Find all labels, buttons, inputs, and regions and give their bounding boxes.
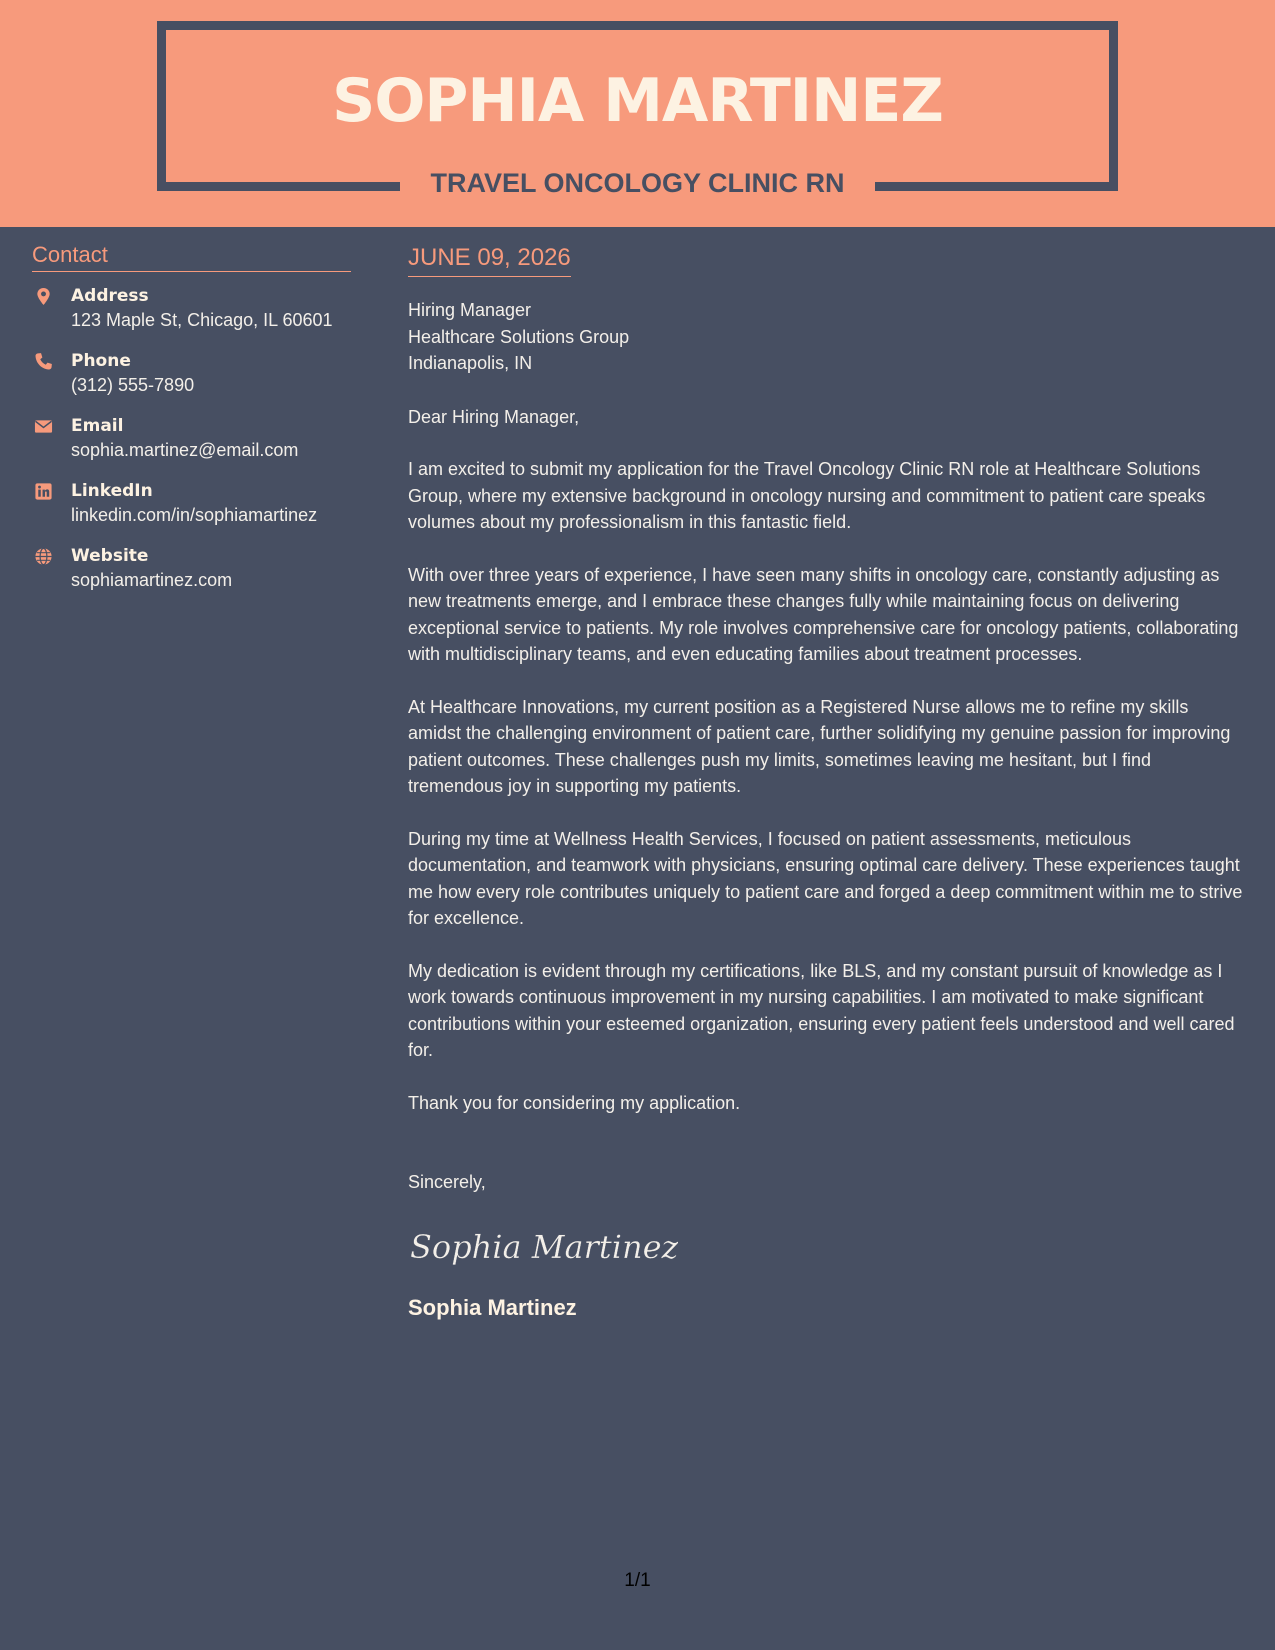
contact-label: Email: [71, 416, 124, 436]
phone-value: (312) 555-7890: [71, 375, 195, 395]
body-paragraph: Thank you for considering my application.: [408, 1092, 741, 1113]
body-paragraph: During my time at Wellness Health Services, I focused on patient assessments, meticulous documentation, and teamwork with physicians, ensuring optimal care delivery. These experiences taught me how every role contributes uniquely to patient care and forged a deep commitment within me to strive for excellence.: [408, 828, 1243, 928]
header-banner: [0, 0, 1275, 227]
applicant-name: SOPHIA MARTINEZ: [332, 66, 943, 136]
salutation: Dear Hiring Manager,: [408, 406, 580, 427]
signature-text: Sophia Martinez: [410, 1227, 678, 1266]
globe-icon: [34, 547, 53, 566]
contact-label: LinkedIn: [71, 481, 153, 501]
email-value: sophia.martinez@email.com: [71, 440, 299, 460]
phone-icon: [34, 352, 53, 371]
recipient-line: Indianapolis, IN: [408, 353, 533, 373]
body-paragraph: My dedication is evident through my certifications, like BLS, and my constant pursuit of knowledge as I work towards continuous improvement in my nursing capabilities. I am motivated to make significant contributions within your esteemed organization, ensuring every patient feels understood and well cared for.: [408, 960, 1235, 1060]
signed-name: Sophia Martinez: [408, 1294, 577, 1320]
contact-label: Address: [71, 286, 149, 306]
contact-label: Website: [71, 546, 149, 566]
contact-heading: Contact: [32, 242, 351, 272]
signature-image: [408, 1218, 678, 1274]
contact-item-phone: [32, 349, 351, 398]
linkedin-value: linkedin.com/in/sophiamartinez: [71, 505, 318, 525]
body-paragraph: I am excited to submit my application for the Travel Oncology Clinic RN role at Healthcare Solutions Group, where my extensive background in oncology nursing and commitment to patient care speaks volumes about my professionalism in this fantastic field.: [408, 459, 1206, 532]
address-value: 123 Maple St, Chicago, IL 60601: [71, 310, 333, 330]
contact-item-email: [32, 414, 351, 463]
letter-date: JUNE 09, 2026: [408, 244, 571, 277]
contact-item-linkedin: [32, 479, 351, 528]
letter-body: [408, 244, 1245, 1321]
page-number: 1/1: [624, 1570, 651, 1591]
closing: Sincerely,: [408, 1172, 486, 1192]
recipient-block: [408, 297, 1245, 377]
contact-item-address: [32, 284, 351, 333]
contact-list: [32, 284, 351, 593]
job-title: TRAVEL ONCOLOGY CLINIC RN: [430, 168, 845, 198]
contact-sidebar: [32, 242, 351, 609]
map-pin-icon: [34, 287, 53, 306]
recipient-line: Healthcare Solutions Group: [408, 326, 630, 347]
contact-item-website: [32, 544, 351, 593]
recipient-line: Hiring Manager: [408, 300, 532, 320]
linkedin-icon: [34, 482, 53, 501]
body-paragraph: With over three years of experience, I have seen many shifts in oncology care, constantly adjusting as new treatments emerge, and I embrace these changes fully while maintaining focus on delivering exceptional service to patients. My role involves comprehensive care for oncology patients, collaborating with multidisciplinary teams, and even educating families about treatment processes.: [408, 564, 1239, 664]
contact-label: Phone: [71, 351, 131, 371]
website-value: sophiamartinez.com: [71, 570, 233, 590]
body-paragraph: At Healthcare Innovations, my current position as a Registered Nurse allows me to refine my skills amidst the challenging environment of patient care, further solidifying my genuine passion for improving patient outcomes. These challenges push my limits, sometimes leaving me hesitant, but I find tremendous joy in supporting my patients.: [408, 696, 1231, 796]
envelope-icon: [34, 417, 53, 436]
